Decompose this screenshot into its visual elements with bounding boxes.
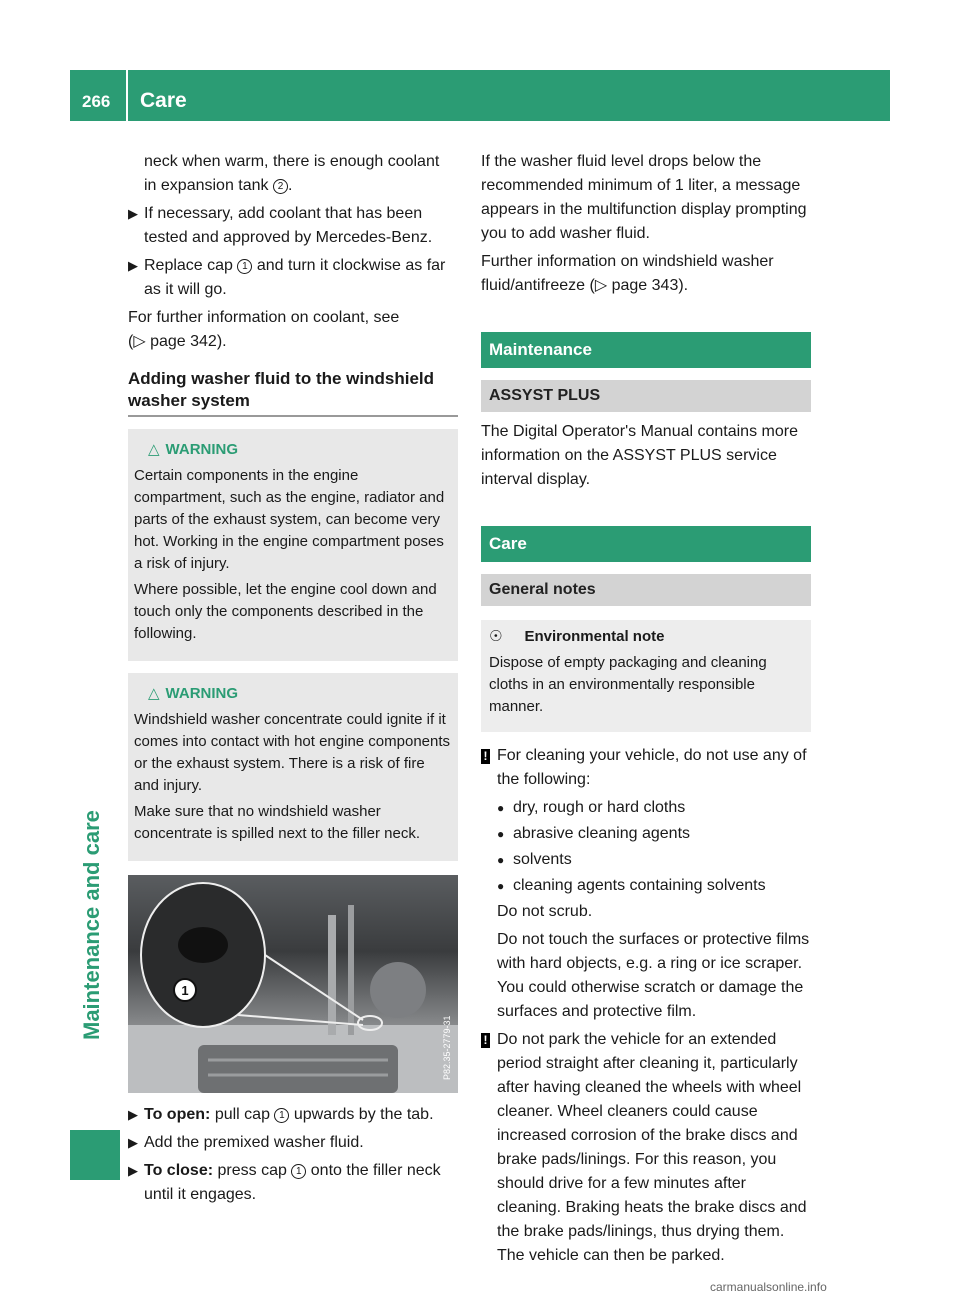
step-arrow-icon: ▶: [128, 1163, 138, 1178]
lightbulb-icon: ☉: [489, 628, 503, 645]
left-column: [128, 150, 458, 1211]
intro-text: neck when warm, there is enough coolant in expansion tank 2 .: [144, 153, 440, 194]
step-arrow-icon: ▶: [128, 206, 138, 221]
callout-1-icon: 1: [237, 259, 252, 274]
side-tab-label: Maintenance and care: [79, 810, 104, 1040]
step-replace-cap: ▶ Replace cap 1 and turn it clockwise as far as it will go.: [128, 254, 458, 302]
exclamation-icon: !: [481, 749, 490, 764]
note-cleaning: ! For cleaning your vehicle, do not use any of the following:: [481, 744, 811, 792]
maintenance-heading: Maintenance: [481, 332, 811, 368]
page-link[interactable]: page 342).: [150, 333, 227, 350]
assyst-heading: ASSYST PLUS: [481, 380, 811, 412]
callout-1-icon: 1: [291, 1164, 306, 1179]
assyst-text: The Digital Operator's Manual contains more information on the ASSYST PLUS service interval display.: [481, 423, 798, 488]
warning-text: Windshield washer concentrate could ignite if it comes into contact with hot engine components or the exhaust system. There is a risk of fire and injury.: [134, 711, 451, 794]
photo-code: P82.35-2779-31: [442, 1015, 452, 1080]
care-heading: Care: [481, 526, 811, 562]
warning-icon: △: [148, 441, 160, 458]
no-touch-text: Do not touch the surfaces or protective films with hard objects, e.g. a ring or ice scraper. You could otherwise scratch or damage the surfaces and protective film.: [497, 931, 810, 1020]
env-text: Dispose of empty packaging and cleaning cloths in an environmentally responsible manner.: [489, 654, 767, 715]
washer-info: Further information on windshield washer fluid/antifreeze (▷ page 343).: [481, 253, 774, 294]
header-divider: [126, 70, 128, 121]
page-link[interactable]: page 343).: [611, 277, 689, 294]
list-item: ● solvents: [481, 848, 811, 872]
step-arrow-icon: ▶: [128, 1107, 138, 1122]
callout-1-icon: 1: [274, 1108, 289, 1123]
page-ref-icon: ▷: [133, 333, 146, 350]
engine-bay-photo: [128, 875, 458, 1093]
coolant-info: For further information on coolant, see (▷ page 342).: [128, 309, 400, 350]
warning-text: Certain components in the engine compartment, such as the engine, radiator and parts of the exhaust system, can become very hot. Working in the engine compartment poses a risk of injury.: [134, 467, 445, 572]
list-item: ● dry, rough or hard cloths: [481, 796, 811, 820]
step-close: ▶ To close: press cap 1 onto the filler neck until it engages.: [128, 1159, 458, 1207]
env-title: Environmental note: [524, 628, 665, 645]
bullet-icon: ●: [497, 879, 505, 893]
page-ref-icon: ▷: [594, 277, 608, 294]
step-arrow-icon: ▶: [128, 258, 138, 273]
footer-watermark: carmanualsonline.info: [710, 1280, 827, 1294]
callout-2-icon: 2: [273, 179, 288, 194]
warning-title: △ WARNING: [148, 685, 239, 702]
side-tab-marker: [70, 1130, 120, 1180]
section-title: Care: [140, 89, 187, 112]
list-item: ● abrasive cleaning agents: [481, 822, 811, 846]
step-add-fluid: ▶ Add the premixed washer fluid.: [128, 1131, 458, 1155]
step-open: ▶ To open: pull cap 1 upwards by the tab.: [128, 1103, 458, 1127]
step-arrow-icon: ▶: [128, 1135, 138, 1150]
environmental-note: [481, 620, 811, 732]
general-notes-heading: General notes: [481, 574, 811, 606]
warning-text: Make sure that no windshield washer concentrate is spilled next to the filler neck.: [134, 803, 420, 842]
warning-icon: △: [148, 685, 160, 702]
bullet-icon: ●: [497, 827, 505, 841]
step-add-coolant: ▶ If necessary, add coolant that has been tested and approved by Mercedes-Benz.: [128, 202, 458, 250]
warning-text: Where possible, let the engine cool down and touch only the components described in the following.: [134, 581, 437, 642]
warning-title: △ WARNING: [148, 441, 239, 458]
right-column: [481, 150, 811, 1272]
note-parking: ! Do not park the vehicle for an extended period straight after cleaning it, particularly after having cleaned the wheels with wheel cleaner. Wheel cleaners could cause increased corrosion of the brake discs and brake pads/linings. For this reason, you should drive for a few minutes after cleaning. Braking heats the brake discs and the brake pads/linings, thus drying them. The vehicle can then be parked.: [481, 1028, 811, 1268]
exclamation-icon: !: [481, 1033, 490, 1048]
washer-level-text: If the washer fluid level drops below the recommended minimum of 1 liter, a message appears in the multifunction display prompting you to add washer fluid.: [481, 153, 807, 242]
photo-callout-1: 1: [181, 983, 189, 998]
engine-bay-illustration: [128, 875, 458, 1093]
warning-box-1: [128, 429, 458, 661]
no-scrub-text: Do not scrub.: [497, 903, 593, 920]
subheading: Adding washer fluid to the windshield washer system: [128, 368, 458, 417]
header-bar: [70, 70, 890, 121]
list-item: ● cleaning agents containing solvents: [481, 874, 811, 898]
bullet-icon: ●: [497, 853, 505, 867]
warning-box-2: [128, 673, 458, 861]
bullet-icon: ●: [497, 801, 505, 815]
page-number: 266: [82, 92, 111, 111]
